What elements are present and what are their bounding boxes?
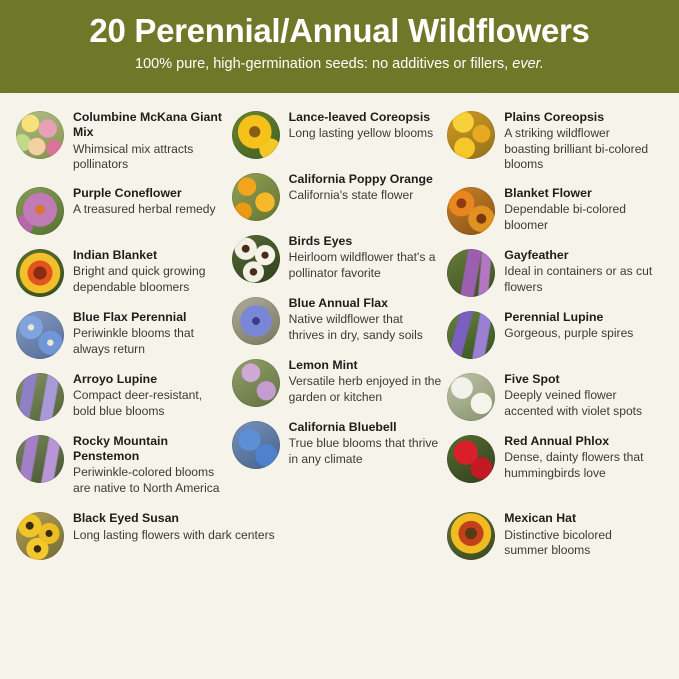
flower-description: Gorgeous, purple spires [504,326,634,341]
flower-description: Versatile herb enjoyed in the garden or kitchen [288,374,442,404]
list-item [16,433,226,497]
list-item [16,510,441,560]
flower-name: Purple Coneflower [73,185,182,200]
flower-description: Heirloom wildflower that's a pollinator favorite [288,250,436,280]
blanket-flower-photo [447,187,495,235]
california-bluebell-photo [232,421,280,469]
blue-flax-photo [16,311,64,359]
flower-description: Distinctive bicolored summer blooms [504,527,612,558]
flower-description: Periwinkle-colored blooms are native to North America [73,465,220,495]
purple-coneflower-photo [16,187,64,235]
list-item [232,171,442,221]
list-item [232,109,442,159]
item-text [504,185,657,233]
flower-name: Columbine McKana Giant Mix [73,110,222,140]
list-item [16,185,226,235]
flower-name: Blanket Flower [504,185,592,200]
flower-description: Native wildflower that thrives in dry, sandy soils [288,312,423,342]
list-item [232,419,442,469]
flower-description: Ideal in containers or as cut flowers [504,264,653,294]
flower-name: Indian Blanket [73,247,158,262]
flower-description: Long lasting flowers with dark centers [73,527,275,542]
item-text [73,109,226,173]
flower-description: True blue blooms that thrive in any climate [288,436,439,466]
item-text [504,109,657,173]
flower-name: Birds Eyes [288,234,353,249]
item-text [289,357,442,405]
blue-annual-flax-photo [232,297,280,345]
red-annual-phlox-photo [447,435,495,483]
flower-description: Dense, dainty flowers that hummingbirds love [504,450,644,480]
flower-description: A treasured herbal remedy [73,202,216,217]
flower-name: Black Eyed Susan [73,511,179,526]
item-text [73,510,275,543]
item-text [73,309,226,357]
page-title: 20 Perennial/Annual Wildflowers [89,12,590,49]
list-item [447,309,657,359]
flower-name: Plains Coreopsis [504,110,605,125]
flower-name: California Poppy Orange [288,172,433,187]
flower-name: California Bluebell [288,420,397,435]
arroyo-lupine-photo [16,373,64,421]
list-item [232,233,442,283]
item-text [73,185,216,218]
list-item [447,371,657,421]
flower-description: Dependable bi-colored bloomer [504,202,626,232]
gayfeather-photo [447,249,495,297]
item-text [289,171,433,204]
item-text [289,233,442,281]
lemon-mint-photo [232,359,280,407]
flower-column-2 [232,109,448,508]
item-text [504,433,657,481]
item-text [504,247,657,295]
flower-name: Blue Annual Flax [288,296,388,311]
perennial-lupine-photo [447,311,495,359]
flower-name: Lemon Mint [288,358,358,373]
list-item [16,371,226,421]
flower-name: Perennial Lupine [504,309,604,324]
footer-row [0,508,679,572]
california-poppy-photo [232,173,280,221]
item-text [73,433,226,497]
columbine-flower-photo [16,111,64,159]
flower-description: Periwinkle blooms that always return [73,326,194,356]
item-text [289,295,442,343]
subtitle-main: 100% pure, high-germination seeds: no additives or fillers, [135,55,509,72]
flower-name: Lance-leaved Coreopsis [288,110,431,125]
list-item [232,295,442,345]
flower-grid [0,93,679,508]
item-text [289,109,434,142]
subtitle-emphasis: ever. [512,55,544,72]
page-subtitle [18,56,661,73]
list-item [232,357,442,407]
plains-coreopsis-photo [447,111,495,159]
list-item [16,309,226,359]
list-item [447,109,657,173]
flower-columns [16,109,663,508]
flower-name: Gayfeather [504,247,569,262]
flower-name: Red Annual Phlox [504,433,610,448]
flower-description: Compact deer-resistant, bold blue blooms [73,388,203,418]
list-item [447,433,657,483]
mexican-hat-photo [447,512,495,560]
flower-column-3 [447,109,663,508]
flower-name: Arroyo Lupine [73,371,158,386]
flower-name: Rocky Mountain Penstemon [73,433,168,464]
list-item [447,185,657,235]
flower-description: Bright and quick growing dependable bloomers [73,264,206,294]
list-item [16,247,226,297]
flower-name: Blue Flax Perennial [73,309,187,324]
flower-description: A striking wildflower boasting brilliant bi-colored blooms [504,126,649,172]
five-spot-photo [447,373,495,421]
flower-name: Mexican Hat [504,511,577,526]
header-banner [0,0,679,93]
item-text [504,371,657,419]
footer-cell-right [447,510,663,572]
flower-description: Deeply veined flower accented with violet spots [504,388,643,418]
birds-eyes-photo [232,235,280,283]
item-text [504,309,633,342]
list-item [447,510,657,560]
flower-description: Whimsical mix attracts pollinators [73,141,194,172]
item-text [504,510,657,558]
item-text [289,419,442,467]
indian-blanket-photo [16,249,64,297]
item-text [73,247,226,295]
footer-cell-left [16,510,447,572]
black-eyed-susan-photo [16,512,64,560]
list-item [16,109,226,173]
rocky-mountain-penstemon-photo [16,435,64,483]
flower-description: Long lasting yellow blooms [288,126,434,141]
flower-description: California's state flower [288,188,414,203]
flower-column-1 [16,109,232,508]
list-item [447,247,657,297]
lance-leaved-coreopsis-photo [232,111,280,159]
item-text [73,371,226,419]
flower-name: Five Spot [504,371,560,386]
